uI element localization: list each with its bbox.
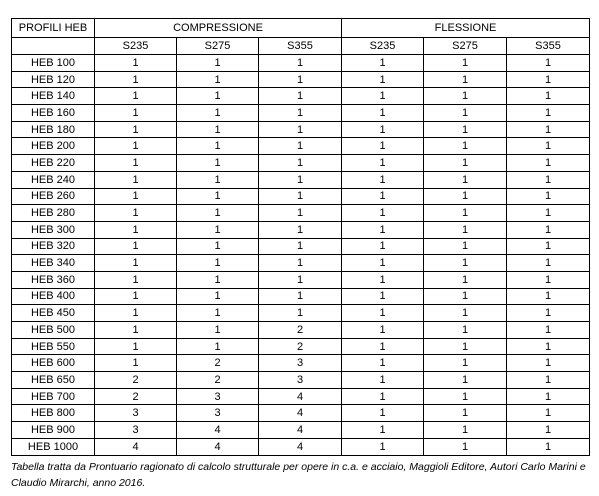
profile-cell: HEB 280 bbox=[12, 205, 95, 222]
table-row bbox=[12, 55, 590, 72]
compression-class-cell: 1 bbox=[95, 255, 177, 272]
compression-class-cell: 1 bbox=[259, 255, 342, 272]
compression-class-cell: 1 bbox=[95, 188, 177, 205]
compression-class-cell: 1 bbox=[259, 305, 342, 322]
profile-cell: HEB 1000 bbox=[12, 438, 95, 455]
header-grade-compression: S275 bbox=[177, 38, 259, 55]
compression-class-cell: 4 bbox=[259, 438, 342, 455]
compression-class-cell: 1 bbox=[259, 155, 342, 172]
compression-class-cell: 1 bbox=[259, 105, 342, 122]
table-row bbox=[12, 221, 590, 238]
compression-class-cell: 1 bbox=[177, 338, 259, 355]
compression-class-cell: 1 bbox=[177, 288, 259, 305]
compression-class-cell: 3 bbox=[259, 355, 342, 372]
profile-cell: HEB 450 bbox=[12, 305, 95, 322]
profile-cell: HEB 220 bbox=[12, 155, 95, 172]
compression-class-cell: 4 bbox=[259, 405, 342, 422]
compression-class-cell: 1 bbox=[177, 121, 259, 138]
compression-class-cell: 1 bbox=[177, 255, 259, 272]
bending-class-cell: 1 bbox=[342, 138, 424, 155]
compression-class-cell: 1 bbox=[95, 355, 177, 372]
header-grade-bending: S355 bbox=[507, 38, 590, 55]
profile-cell: HEB 500 bbox=[12, 322, 95, 339]
compression-class-cell: 1 bbox=[95, 105, 177, 122]
compression-class-cell: 2 bbox=[95, 388, 177, 405]
bending-class-cell: 1 bbox=[507, 55, 590, 72]
compression-class-cell: 1 bbox=[95, 238, 177, 255]
table-row bbox=[12, 138, 590, 155]
bending-class-cell: 1 bbox=[342, 372, 424, 389]
bending-class-cell: 1 bbox=[507, 355, 590, 372]
bending-class-cell: 1 bbox=[342, 105, 424, 122]
compression-class-cell: 3 bbox=[259, 372, 342, 389]
profile-cell: HEB 120 bbox=[12, 71, 95, 88]
bending-class-cell: 1 bbox=[342, 121, 424, 138]
compression-class-cell: 1 bbox=[177, 138, 259, 155]
compression-class-cell: 1 bbox=[95, 171, 177, 188]
compression-class-cell: 1 bbox=[95, 121, 177, 138]
compression-class-cell: 1 bbox=[177, 171, 259, 188]
table-row bbox=[12, 305, 590, 322]
compression-class-cell: 1 bbox=[259, 188, 342, 205]
profile-cell: HEB 800 bbox=[12, 405, 95, 422]
bending-class-cell: 1 bbox=[424, 155, 507, 172]
bending-class-cell: 1 bbox=[424, 322, 507, 339]
bending-class-cell: 1 bbox=[507, 171, 590, 188]
compression-class-cell: 1 bbox=[95, 305, 177, 322]
profile-cell: HEB 300 bbox=[12, 221, 95, 238]
compression-class-cell: 3 bbox=[95, 422, 177, 439]
compression-class-cell: 1 bbox=[95, 88, 177, 105]
header-grade-bending: S275 bbox=[424, 38, 507, 55]
profile-cell: HEB 320 bbox=[12, 238, 95, 255]
bending-class-cell: 1 bbox=[424, 372, 507, 389]
compression-class-cell: 2 bbox=[259, 338, 342, 355]
compression-class-cell: 1 bbox=[177, 88, 259, 105]
profile-cell: HEB 550 bbox=[12, 338, 95, 355]
bending-class-cell: 1 bbox=[342, 388, 424, 405]
compression-class-cell: 1 bbox=[177, 71, 259, 88]
compression-class-cell: 1 bbox=[177, 205, 259, 222]
table-row bbox=[12, 205, 590, 222]
bending-class-cell: 1 bbox=[507, 205, 590, 222]
header-row-grades bbox=[12, 38, 590, 55]
bending-class-cell: 1 bbox=[342, 88, 424, 105]
header-row-groups bbox=[12, 19, 590, 38]
bending-class-cell: 1 bbox=[424, 405, 507, 422]
compression-class-cell: 1 bbox=[259, 288, 342, 305]
profile-cell: HEB 140 bbox=[12, 88, 95, 105]
bending-class-cell: 1 bbox=[342, 255, 424, 272]
table-body bbox=[12, 55, 590, 456]
bending-class-cell: 1 bbox=[507, 255, 590, 272]
table-row bbox=[12, 188, 590, 205]
compression-class-cell: 1 bbox=[177, 305, 259, 322]
bending-class-cell: 1 bbox=[507, 155, 590, 172]
bending-class-cell: 1 bbox=[424, 221, 507, 238]
table-row bbox=[12, 271, 590, 288]
compression-class-cell: 4 bbox=[259, 422, 342, 439]
compression-class-cell: 3 bbox=[177, 405, 259, 422]
bending-class-cell: 1 bbox=[507, 372, 590, 389]
bending-class-cell: 1 bbox=[507, 138, 590, 155]
profile-cell: HEB 600 bbox=[12, 355, 95, 372]
bending-class-cell: 1 bbox=[507, 271, 590, 288]
bending-class-cell: 1 bbox=[342, 305, 424, 322]
compression-class-cell: 1 bbox=[95, 288, 177, 305]
compression-class-cell: 1 bbox=[259, 55, 342, 72]
profile-cell: HEB 100 bbox=[12, 55, 95, 72]
compression-class-cell: 1 bbox=[95, 205, 177, 222]
profile-cell: HEB 260 bbox=[12, 188, 95, 205]
bending-class-cell: 1 bbox=[507, 338, 590, 355]
bending-class-cell: 1 bbox=[424, 121, 507, 138]
table-row bbox=[12, 288, 590, 305]
compression-class-cell: 2 bbox=[177, 355, 259, 372]
compression-class-cell: 1 bbox=[259, 205, 342, 222]
bending-class-cell: 1 bbox=[507, 71, 590, 88]
compression-class-cell: 4 bbox=[95, 438, 177, 455]
bending-class-cell: 1 bbox=[424, 271, 507, 288]
bending-class-cell: 1 bbox=[342, 205, 424, 222]
profile-cell: HEB 650 bbox=[12, 372, 95, 389]
bending-class-cell: 1 bbox=[424, 305, 507, 322]
bending-class-cell: 1 bbox=[507, 288, 590, 305]
header-bending: FLESSIONE bbox=[342, 19, 590, 38]
bending-class-cell: 1 bbox=[342, 188, 424, 205]
table-row bbox=[12, 338, 590, 355]
table-row bbox=[12, 355, 590, 372]
profile-cell: HEB 360 bbox=[12, 271, 95, 288]
bending-class-cell: 1 bbox=[424, 388, 507, 405]
compression-class-cell: 1 bbox=[259, 138, 342, 155]
compression-class-cell: 1 bbox=[95, 271, 177, 288]
bending-class-cell: 1 bbox=[342, 405, 424, 422]
bending-class-cell: 1 bbox=[342, 438, 424, 455]
compression-class-cell: 1 bbox=[95, 71, 177, 88]
bending-class-cell: 1 bbox=[342, 322, 424, 339]
table-row bbox=[12, 71, 590, 88]
table-row bbox=[12, 438, 590, 455]
table-row bbox=[12, 388, 590, 405]
heb-classification-table bbox=[11, 18, 590, 456]
bending-class-cell: 1 bbox=[424, 438, 507, 455]
compression-class-cell: 2 bbox=[177, 372, 259, 389]
compression-class-cell: 1 bbox=[259, 71, 342, 88]
table-row bbox=[12, 121, 590, 138]
compression-class-cell: 1 bbox=[177, 322, 259, 339]
compression-class-cell: 3 bbox=[177, 388, 259, 405]
bending-class-cell: 1 bbox=[507, 221, 590, 238]
bending-class-cell: 1 bbox=[424, 171, 507, 188]
bending-class-cell: 1 bbox=[424, 288, 507, 305]
compression-class-cell: 1 bbox=[259, 171, 342, 188]
bending-class-cell: 1 bbox=[424, 88, 507, 105]
header-grade-compression: S235 bbox=[95, 38, 177, 55]
header-grade-compression: S355 bbox=[259, 38, 342, 55]
compression-class-cell: 3 bbox=[95, 405, 177, 422]
profile-cell: HEB 200 bbox=[12, 138, 95, 155]
bending-class-cell: 1 bbox=[424, 105, 507, 122]
bending-class-cell: 1 bbox=[507, 188, 590, 205]
compression-class-cell: 1 bbox=[177, 238, 259, 255]
bending-class-cell: 1 bbox=[507, 322, 590, 339]
compression-class-cell: 1 bbox=[259, 88, 342, 105]
compression-class-cell: 1 bbox=[177, 221, 259, 238]
bending-class-cell: 1 bbox=[424, 255, 507, 272]
header-compression: COMPRESSIONE bbox=[95, 19, 342, 38]
table-row bbox=[12, 171, 590, 188]
compression-class-cell: 1 bbox=[259, 121, 342, 138]
bending-class-cell: 1 bbox=[424, 238, 507, 255]
header-grade-bending: S235 bbox=[342, 38, 424, 55]
compression-class-cell: 1 bbox=[259, 238, 342, 255]
table-row bbox=[12, 255, 590, 272]
table-row bbox=[12, 238, 590, 255]
profile-cell: HEB 160 bbox=[12, 105, 95, 122]
table-row bbox=[12, 88, 590, 105]
bending-class-cell: 1 bbox=[342, 422, 424, 439]
profile-cell: HEB 900 bbox=[12, 422, 95, 439]
bending-class-cell: 1 bbox=[342, 271, 424, 288]
bending-class-cell: 1 bbox=[424, 338, 507, 355]
header-blank-cell bbox=[12, 38, 95, 55]
compression-class-cell: 1 bbox=[95, 221, 177, 238]
bending-class-cell: 1 bbox=[342, 221, 424, 238]
compression-class-cell: 1 bbox=[259, 271, 342, 288]
profile-cell: HEB 340 bbox=[12, 255, 95, 272]
compression-class-cell: 1 bbox=[177, 155, 259, 172]
profile-cell: HEB 240 bbox=[12, 171, 95, 188]
compression-class-cell: 1 bbox=[177, 105, 259, 122]
bending-class-cell: 1 bbox=[507, 88, 590, 105]
compression-class-cell: 1 bbox=[177, 55, 259, 72]
table-row bbox=[12, 105, 590, 122]
bending-class-cell: 1 bbox=[507, 305, 590, 322]
compression-class-cell: 4 bbox=[177, 438, 259, 455]
compression-class-cell: 2 bbox=[95, 372, 177, 389]
compression-class-cell: 1 bbox=[95, 55, 177, 72]
bending-class-cell: 1 bbox=[424, 422, 507, 439]
table-row bbox=[12, 155, 590, 172]
bending-class-cell: 1 bbox=[507, 422, 590, 439]
bending-class-cell: 1 bbox=[424, 205, 507, 222]
bending-class-cell: 1 bbox=[342, 288, 424, 305]
bending-class-cell: 1 bbox=[507, 238, 590, 255]
profile-cell: HEB 180 bbox=[12, 121, 95, 138]
bending-class-cell: 1 bbox=[424, 355, 507, 372]
bending-class-cell: 1 bbox=[507, 105, 590, 122]
compression-class-cell: 1 bbox=[177, 271, 259, 288]
table-row bbox=[12, 322, 590, 339]
header-profile: PROFILI HEB bbox=[12, 19, 95, 38]
bending-class-cell: 1 bbox=[342, 355, 424, 372]
bending-class-cell: 1 bbox=[424, 71, 507, 88]
document bbox=[11, 18, 589, 491]
compression-class-cell: 4 bbox=[177, 422, 259, 439]
table-row bbox=[12, 405, 590, 422]
table-row bbox=[12, 422, 590, 439]
compression-class-cell: 1 bbox=[177, 188, 259, 205]
bending-class-cell: 1 bbox=[424, 188, 507, 205]
compression-class-cell: 4 bbox=[259, 388, 342, 405]
bending-class-cell: 1 bbox=[342, 71, 424, 88]
bending-class-cell: 1 bbox=[507, 121, 590, 138]
compression-class-cell: 1 bbox=[259, 221, 342, 238]
bending-class-cell: 1 bbox=[342, 55, 424, 72]
compression-class-cell: 1 bbox=[95, 338, 177, 355]
compression-class-cell: 1 bbox=[95, 155, 177, 172]
bending-class-cell: 1 bbox=[507, 405, 590, 422]
bending-class-cell: 1 bbox=[342, 338, 424, 355]
bending-class-cell: 1 bbox=[424, 138, 507, 155]
bending-class-cell: 1 bbox=[424, 55, 507, 72]
compression-class-cell: 1 bbox=[95, 138, 177, 155]
profile-cell: HEB 700 bbox=[12, 388, 95, 405]
compression-class-cell: 1 bbox=[95, 322, 177, 339]
bending-class-cell: 1 bbox=[342, 155, 424, 172]
bending-class-cell: 1 bbox=[342, 171, 424, 188]
table-row bbox=[12, 372, 590, 389]
bending-class-cell: 1 bbox=[507, 438, 590, 455]
profile-cell: HEB 400 bbox=[12, 288, 95, 305]
compression-class-cell: 2 bbox=[259, 322, 342, 339]
bending-class-cell: 1 bbox=[342, 238, 424, 255]
bending-class-cell: 1 bbox=[507, 388, 590, 405]
table-caption: Tabella tratta da Prontuario ragionato di calcolo strutturale per opere in c.a. e acciaio, Maggioli Editore, Autori Carlo Marini e Claudio Mirarchi, anno 2016. bbox=[11, 460, 586, 489]
